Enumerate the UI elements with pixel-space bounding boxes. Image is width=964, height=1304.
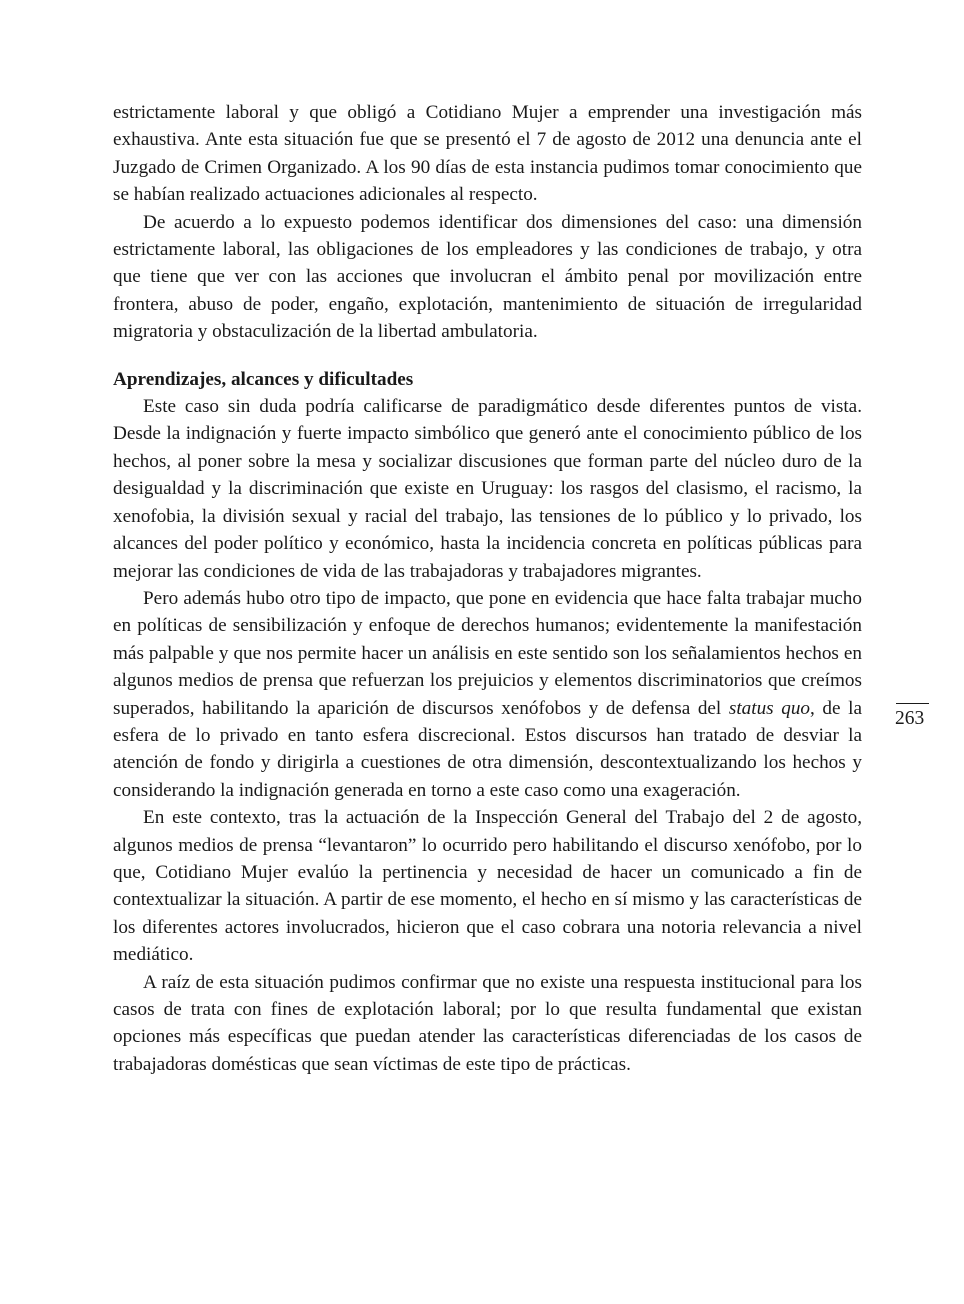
italic-status-quo: status quo bbox=[728, 697, 811, 719]
paragraph-impact-part-2: , de la esfera de lo privado en tanto esfera discrecional. Estos discursos han tratado de desviar la atención de fondo y dirigirla a cuestiones de otra dimensión, descontextualizando los hechos y considerando la indignación generada en torno a este caso como una exageración. bbox=[113, 697, 862, 801]
paragraph-impact-part-1: Pero además hubo otro tipo de impacto, que pone en evidencia que hace falta trabajar mucho en políticas de sensibilización y enfoque de derechos humanos; evidentemente la manifestación más palpable y que nos permite hacer un análisis en este sentido son los señalamientos hechos en algunos medios de prensa que refuerzan los prejuicios y elementos discriminatorios que creímos superados, habilitando la aparición de discursos xenófobos y de defensa del bbox=[113, 587, 862, 719]
paragraph-conclusion: A raíz de esta situación pudimos confirmar que no existe una respuesta institucional para los casos de trata con fines de explotación laboral; por lo que resulta fundamental que existan opciones más específicas que puedan atender las características diferenciadas de los casos de trabajadoras domésticas que sean víctimas de este tipo de prácticas. bbox=[113, 971, 862, 1075]
page-number: 263 bbox=[895, 708, 925, 729]
page-body bbox=[113, 99, 862, 1078]
page-number-rule bbox=[896, 703, 929, 704]
paragraph-impact bbox=[113, 585, 862, 804]
paragraph-context: En este contexto, tras la actuación de la Inspección General del Trabajo del 2 de agosto, algunos medios de prensa “levantaron” lo ocurrido pero habilitando el discurso xenófobo, por lo que, Cotidiano Mujer evalúo la pertinencia y necesidad de hacer un comunicado a fin de contextualizar la situación. A partir de ese momento, el hecho en sí mismo y las características de los diferentes actores involucrados, hicieron que el caso cobrara una notoria relevancia a nivel mediático. bbox=[113, 807, 862, 966]
section-heading: Aprendizajes, alcances y dificultades bbox=[113, 368, 414, 390]
paragraph-continuation: estrictamente laboral y que obligó a Cotidiano Mujer a emprender una investigación más exhaustiva. Ante esta situación fue que se presentó el 7 de agosto de 2012 una denuncia ante el Juzgado de Crimen Organizado. A los 90 días de esta instancia pudimos tomar conocimiento que se habían realizado actuaciones adicionales al respecto. bbox=[113, 102, 862, 206]
paragraph-paradigmatic: Este caso sin duda podría calificarse de paradigmático desde diferentes puntos de vista. Desde la indignación y fuerte impacto simbólico que generó ante el conocimiento público de los hechos, al poner sobre la mesa y socializar discusiones que forman parte del núcleo duro de la desigualdad y la discriminación que existe en Uruguay: los rasgos del clasismo, el racismo, la xenofobia, la división sexual y racial del trabajo, las tensiones de lo público y lo privado, los alcances del poder político y económico, hasta la incidencia concreta en políticas públicas para mejorar las condiciones de vida de las trabajadoras y trabajadores migrantes. bbox=[113, 396, 862, 582]
paragraph-dimensions: De acuerdo a lo expuesto podemos identificar dos dimensiones del caso: una dimensión estrictamente laboral, las obligaciones de los empleadores y las condiciones de trabajo, y otra que tiene que ver con las acciones que involucran el ámbito penal por movilización entre frontera, abuso de poder, engaño, explotación, mantenimiento de situación de irregularidad migratoria y obstaculización de la libertad ambulatoria. bbox=[113, 211, 862, 343]
